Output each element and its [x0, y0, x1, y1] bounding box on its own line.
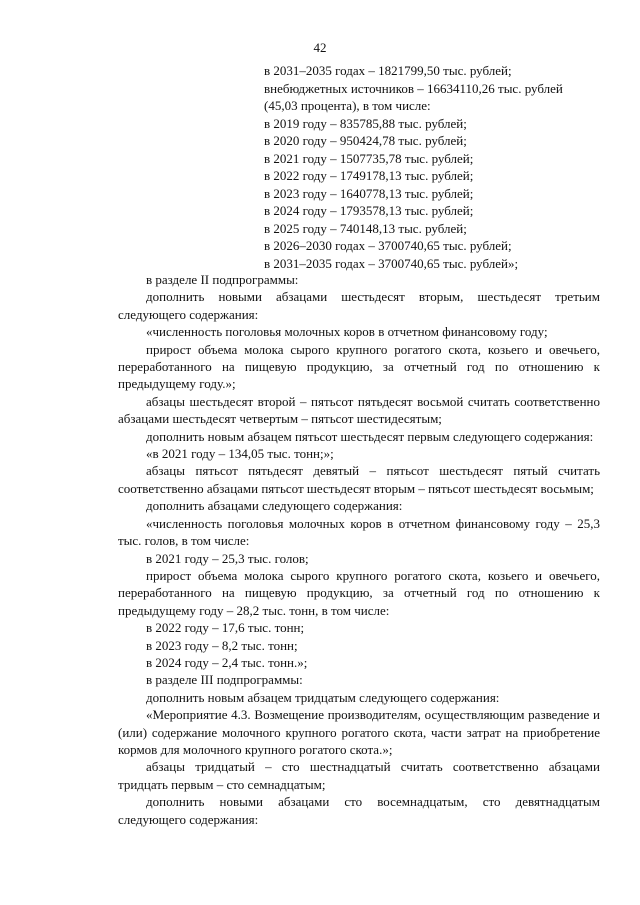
funding-line: в 2023 году – 1640778,13 тыс. рублей; — [264, 185, 474, 201]
paragraph: дополнить новыми абзацами шестьдесят вторым, шестьдесят третьим следующего содержания: — [118, 289, 600, 322]
funding-line: в 2021 году – 1507735,78 тыс. рублей; — [264, 150, 474, 166]
paragraph: прирост объема молока сырого крупного рогатого скота, козьего и овечьего, переработанного на пищевую продукцию, за отчетный год по отношению к предыдущему году – 28,2 тыс. тонн, в том числе: — [118, 567, 600, 618]
paragraph: в 2024 году – 2,4 тыс. тонн.»; — [146, 654, 308, 670]
paragraph: дополнить абзацами следующего содержания: — [146, 498, 403, 514]
paragraph: в 2021 году – 25,3 тыс. голов; — [146, 550, 309, 566]
funding-line: в 2020 году – 950424,78 тыс. рублей; — [264, 133, 467, 148]
paragraph: дополнить новым абзацем тридцатым следующего содержания: — [146, 689, 500, 705]
funding-line: в 2031–2035 годах – 3700740,65 тыс. рублей»; — [264, 255, 519, 271]
funding-line: в 2025 году – 740148,13 тыс. рублей; — [264, 220, 467, 236]
paragraph: «Мероприятие 4.3. Возмещение производителям, осуществляющим разведение и (или) содержание молочного крупного рогатого скота, части затрат на приобретение кормов для молочного крупного рогатого скота.»; — [118, 707, 600, 757]
paragraph: абзацы шестьдесят второй – пятьсот пятьдесят восьмой считать соответственно абзацами шестьдесят четвертым – пятьсот шестидесятым; — [118, 393, 600, 427]
paragraph: «численность поголовья молочных коров в отчетном финансовому году; — [146, 324, 548, 340]
paragraph: дополнить новым абзацем пятьсот шестьдесят первым следующего содержания: — [146, 428, 594, 444]
funding-breakdown-block — [264, 62, 600, 272]
paragraph: абзацы пятьсот пятьдесят девятый – пятьсот шестьдесят пятый считать соответственно абзацами пятьсот шестьдесят вторым – пятьсот шестьдесят восьмым; — [118, 463, 600, 496]
funding-line: в 2026–2030 годах – 3700740,65 тыс. рублей; — [264, 238, 512, 253]
paragraph: прирост объема молока сырого крупного рогатого скота, козьего и овечьего, переработанного на пищевую продукцию, за отчетный год по отношению к предыдущему году.»; — [118, 341, 600, 392]
paragraph: абзацы тридцатый – сто шестнадцатый считать соответственно абзацами тридцать первым – сто семнадцатым; — [118, 759, 600, 792]
document-body — [118, 271, 600, 828]
paragraph: «численность поголовья молочных коров в отчетном финансовому году – 25,3 тыс. голов, в том числе: — [118, 515, 600, 549]
paragraph: дополнить новыми абзацами сто восемнадцатым, сто девятнадцатым следующего содержания: — [118, 794, 600, 827]
paragraph: в разделе III подпрограммы: — [146, 672, 303, 688]
funding-line: в 2024 году – 1793578,13 тыс. рублей; — [264, 203, 474, 218]
funding-line: в 2031–2035 годах – 1821799,50 тыс. рублей; — [264, 63, 512, 78]
funding-line: (45,03 процента), в том числе: — [264, 98, 431, 113]
paragraph: в разделе II подпрограммы: — [146, 272, 299, 287]
funding-line: внебюджетных источников – 16634110,26 тыс. рублей — [264, 80, 563, 96]
funding-line: в 2022 году – 1749178,13 тыс. рублей; — [264, 168, 474, 183]
page-number: 42 — [313, 40, 327, 55]
paragraph: «в 2021 году – 134,05 тыс. тонн;»; — [146, 446, 334, 462]
paragraph: в 2022 году – 17,6 тыс. тонн; — [146, 620, 305, 636]
funding-line: в 2019 году – 835785,88 тыс. рублей; — [264, 115, 467, 131]
paragraph: в 2023 году – 8,2 тыс. тонн; — [146, 637, 298, 653]
